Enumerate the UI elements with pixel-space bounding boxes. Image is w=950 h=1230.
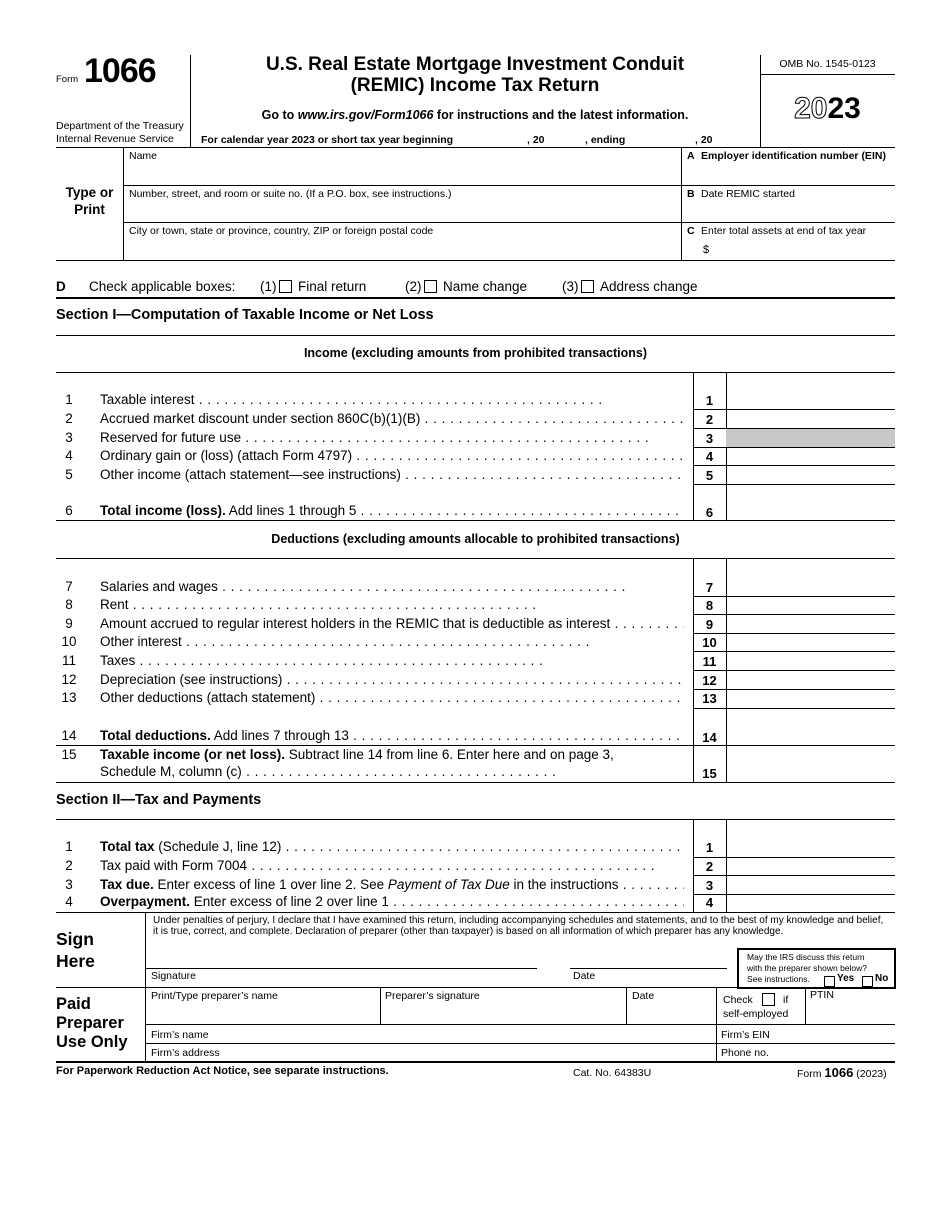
form-title-line1: U.S. Real Estate Mortgage Investment Conduit bbox=[265, 54, 685, 75]
line-3-shaded bbox=[726, 429, 895, 447]
form-title-line2: (REMIC) Income Tax Return bbox=[350, 75, 600, 96]
line-11-taxes: 11 Taxes . . bbox=[56, 653, 696, 671]
form-number: 1066 bbox=[84, 52, 156, 90]
line-7-amount[interactable] bbox=[726, 559, 895, 595]
s2-line-2-amount[interactable] bbox=[726, 858, 895, 876]
line-5-other-income: 5 Other income (attach statement—see instructions) . . bbox=[56, 467, 696, 485]
line-7-salaries: 7 Salaries and wages . . bbox=[56, 579, 696, 597]
self-employed-check: Check if self-employed bbox=[723, 994, 789, 1020]
line-5-amount[interactable] bbox=[726, 466, 895, 484]
omb-number: OMB No. 1545-0123 bbox=[779, 58, 876, 70]
form-word: Form bbox=[56, 74, 79, 85]
final-return-checkbox[interactable] bbox=[279, 280, 292, 295]
instructions-link-line: Go to www.irs.gov/Form1066 for instructions and the latest information. bbox=[261, 108, 689, 122]
line-14-total-deductions: 14 Total deductions. Add lines 7 through 13 . . bbox=[56, 728, 696, 746]
section-1-title: Section I—Computation of Taxable Income or Net Loss bbox=[56, 307, 434, 323]
line-4-ordinary-gain: 4 Ordinary gain or (loss) (attach Form 4797) . . bbox=[56, 448, 696, 466]
line-14-amount[interactable] bbox=[726, 709, 895, 744]
line-1-taxable-interest: 1 Taxable interest . . bbox=[56, 392, 696, 410]
tax-year: 2023 bbox=[794, 92, 861, 125]
irs-url-link[interactable]: www.irs.gov/Form1066 bbox=[297, 108, 434, 122]
address-change-checkbox[interactable] bbox=[581, 280, 594, 295]
footer-form-id: Form 1066 (2023) bbox=[797, 1065, 887, 1080]
s2-line-4-overpayment: 4 Overpayment. Enter excess of line 2 over line 1 . . bbox=[56, 894, 696, 912]
line-6-total-income: 6 Total income (loss). Add lines 1 through 5 . . bbox=[56, 503, 696, 521]
address-change-label: Address change bbox=[600, 279, 698, 294]
line-4-amount[interactable] bbox=[726, 448, 895, 466]
sign-date-field[interactable] bbox=[570, 950, 727, 968]
irs-discuss-box: May the IRS discuss this return with the preparer shown below? See instructions. Yes No bbox=[737, 948, 896, 989]
line-15-taxable-income: 15 Taxable income (or net loss). Subtract line 14 from line 6. Enter here and on page 3, Schedule M, column (c) . . . . . . . . . . . . . . . . . . . . . . . . . . . . . . . . . . . . . bbox=[61, 747, 614, 779]
print-label: Print bbox=[74, 202, 105, 217]
line-10-other-interest: 10 Other interest . . bbox=[56, 634, 696, 652]
type-or-label: Type or bbox=[65, 185, 114, 200]
perjury-declaration: Under penalties of perjury, I declare that I have examined this return, including accompanying schedules and statements, and to the best of my knowledge and belief, it is true, correct, and complete. Declaration of preparer (other than taxpayer) is based on all information of which preparer has any knowledge. bbox=[153, 915, 884, 937]
firm-name-field[interactable]: Firm’s name bbox=[151, 1029, 209, 1041]
line-1-amount[interactable] bbox=[726, 373, 895, 408]
dept-treasury: Department of the Treasury bbox=[56, 120, 184, 132]
income-heading: Income (excluding amounts from prohibited transactions) bbox=[303, 346, 648, 360]
signature-field[interactable] bbox=[146, 950, 537, 968]
final-return-label: Final return bbox=[298, 279, 367, 294]
line-8-amount[interactable] bbox=[726, 597, 895, 615]
deductions-heading: Deductions (excluding amounts allocable to prohibited transactions) bbox=[271, 532, 680, 546]
s2-line-3-amount[interactable] bbox=[726, 876, 895, 894]
line-12-amount[interactable] bbox=[726, 671, 895, 689]
paperwork-notice: For Paperwork Reduction Act Notice, see separate instructions. bbox=[56, 1065, 389, 1077]
line-10-amount[interactable] bbox=[726, 634, 895, 652]
firm-address-field[interactable]: Firm’s address bbox=[151, 1047, 220, 1059]
sign-label: Sign bbox=[56, 929, 94, 949]
firm-ein-field[interactable]: Firm’s EIN bbox=[721, 1029, 770, 1041]
preparer-name-field[interactable]: Print/Type preparer’s name bbox=[151, 990, 278, 1002]
check-applicable-boxes: D Check applicable boxes: (1) Final return (2) Name change (3) Address change bbox=[56, 279, 698, 294]
s2-line-4-amount[interactable] bbox=[726, 895, 895, 911]
here-label: Here bbox=[56, 951, 95, 971]
total-assets-field[interactable]: C Enter total assets at end of tax year $ bbox=[687, 225, 867, 256]
line-2-amount[interactable] bbox=[726, 410, 895, 428]
line-8-rent: 8 Rent . . bbox=[56, 597, 696, 615]
ein-field[interactable]: A Employer identification number (EIN) bbox=[687, 150, 886, 162]
catalog-number: Cat. No. 64383U bbox=[573, 1067, 652, 1079]
s2-line-2-tax-paid: 2 Tax paid with Form 7004 . . bbox=[56, 858, 696, 876]
phone-field[interactable]: Phone no. bbox=[721, 1047, 769, 1059]
name-field[interactable]: Name bbox=[129, 150, 158, 162]
line-13-amount[interactable] bbox=[726, 690, 895, 708]
line-13-other-deductions: 13 Other deductions (attach statement) . . bbox=[56, 690, 696, 708]
line-3-reserved: 3 Reserved for future use . . bbox=[56, 430, 696, 448]
line-9-accrued-interest: 9 Amount accrued to regular interest holders in the REMIC that is deductible as interest . . bbox=[56, 616, 696, 634]
city-field[interactable]: City or town, state or province, country, ZIP or foreign postal code bbox=[129, 225, 434, 237]
line-15-amount[interactable] bbox=[726, 746, 895, 781]
name-change-checkbox[interactable] bbox=[424, 280, 437, 295]
line-12-depreciation: 12 Depreciation (see instructions) . . bbox=[56, 672, 696, 690]
line-6-amount[interactable] bbox=[726, 485, 895, 520]
ptin-field[interactable]: PTIN bbox=[810, 989, 834, 1001]
s2-line-3-tax-due: 3 Tax due. Enter excess of line 1 over line 2. See Payment of Tax Due in the instructions . . bbox=[56, 877, 696, 895]
line-2-accrued-market-discount: 2 Accrued market discount under section 860C(b)(1)(B) . . bbox=[56, 411, 696, 429]
irs-label: Internal Revenue Service bbox=[56, 133, 174, 145]
street-field[interactable]: Number, street, and room or suite no. (If a P.O. box, see instructions.) bbox=[129, 188, 452, 200]
s2-line-1-total-tax: 1 Total tax (Schedule J, line 12) . . bbox=[56, 839, 696, 857]
line-11-amount[interactable] bbox=[726, 652, 895, 670]
preparer-signature-field[interactable]: Preparer’s signature bbox=[385, 990, 480, 1002]
preparer-date-field[interactable]: Date bbox=[632, 990, 655, 1002]
s2-line-1-amount[interactable] bbox=[726, 820, 895, 856]
line-9-amount[interactable] bbox=[726, 615, 895, 633]
section-2-title: Section II—Tax and Payments bbox=[56, 792, 262, 808]
calendar-year-label: For calendar year 2023 or short tax year beginning bbox=[201, 134, 454, 146]
date-started-field[interactable]: B Date REMIC started bbox=[687, 188, 795, 200]
name-change-label: Name change bbox=[443, 279, 528, 294]
